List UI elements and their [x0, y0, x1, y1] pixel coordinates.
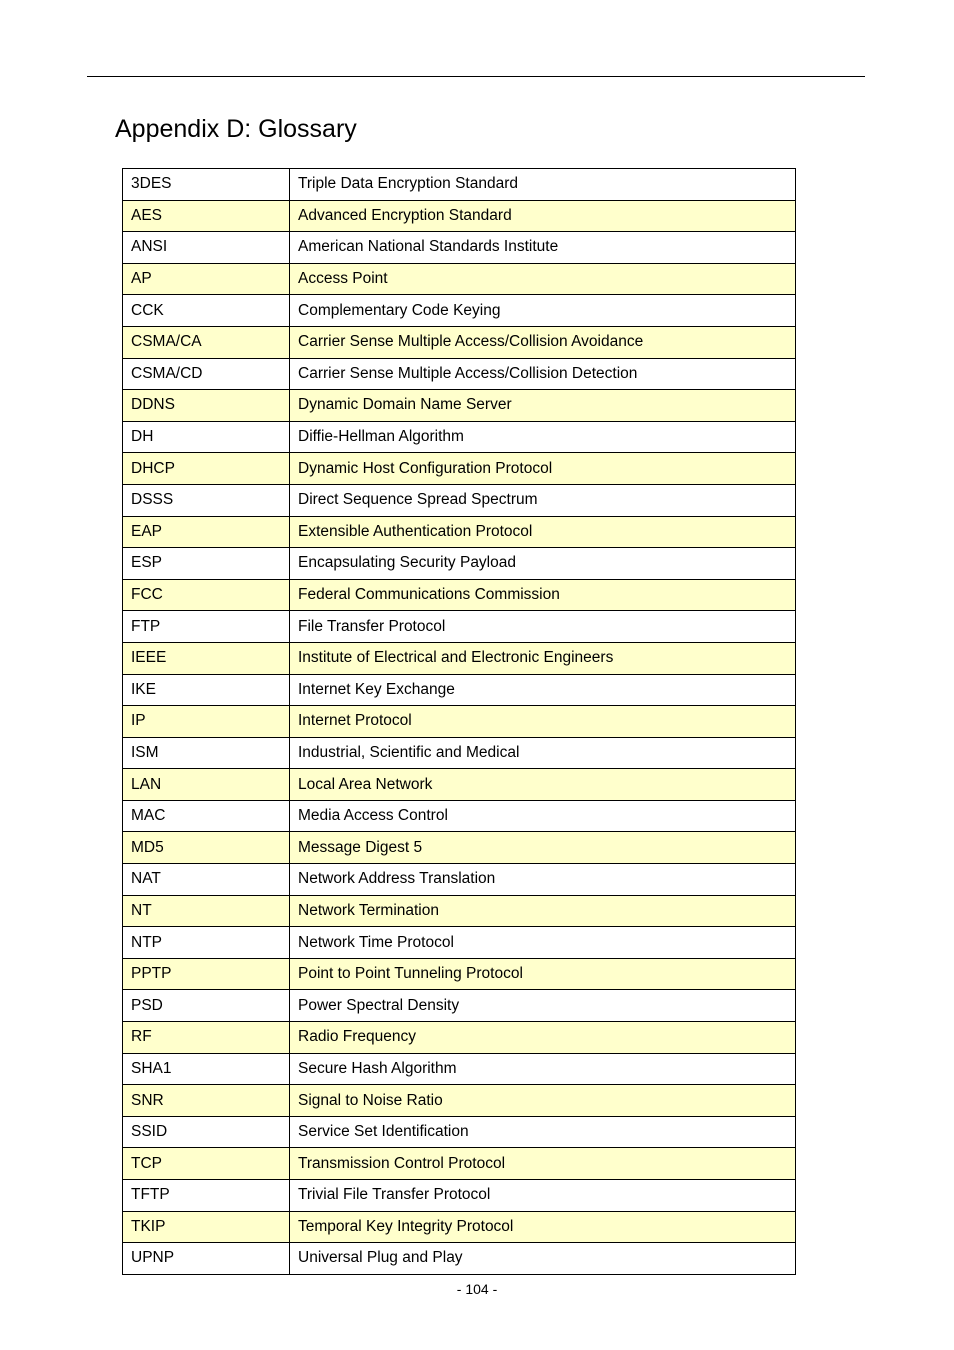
glossary-term: TKIP [122, 1212, 290, 1244]
glossary-row [122, 485, 796, 517]
glossary-definition: Direct Sequence Spread Spectrum [290, 485, 796, 517]
glossary-term: LAN [122, 769, 290, 801]
glossary-definition: American National Standards Institute [290, 232, 796, 264]
glossary-definition: Internet Key Exchange [290, 675, 796, 707]
glossary-row [122, 580, 796, 612]
glossary-row [122, 390, 796, 422]
glossary-definition: Diffie-Hellman Algorithm [290, 422, 796, 454]
glossary-table [122, 168, 796, 1275]
glossary-definition: Dynamic Host Configuration Protocol [290, 453, 796, 485]
glossary-row [122, 738, 796, 770]
glossary-definition: Service Set Identification [290, 1117, 796, 1149]
glossary-row [122, 769, 796, 801]
glossary-table-body [122, 168, 796, 1275]
glossary-term: ISM [122, 738, 290, 770]
glossary-definition: Message Digest 5 [290, 832, 796, 864]
glossary-definition: Federal Communications Commission [290, 580, 796, 612]
glossary-definition: Point to Point Tunneling Protocol [290, 959, 796, 991]
glossary-row [122, 864, 796, 896]
glossary-definition: Institute of Electrical and Electronic Engineers [290, 643, 796, 675]
glossary-row [122, 168, 796, 201]
glossary-row [122, 927, 796, 959]
glossary-row [122, 643, 796, 675]
glossary-definition: Extensible Authentication Protocol [290, 517, 796, 549]
glossary-row [122, 359, 796, 391]
glossary-row [122, 675, 796, 707]
glossary-row [122, 232, 796, 264]
glossary-row [122, 517, 796, 549]
glossary-definition: Temporal Key Integrity Protocol [290, 1212, 796, 1244]
glossary-row [122, 1212, 796, 1244]
glossary-definition: Industrial, Scientific and Medical [290, 738, 796, 770]
glossary-row [122, 1243, 796, 1275]
page-number: - 104 - [456, 1281, 498, 1297]
glossary-term: EAP [122, 517, 290, 549]
glossary-term: AES [122, 201, 290, 233]
glossary-term: MD5 [122, 832, 290, 864]
glossary-term: IEEE [122, 643, 290, 675]
glossary-definition: Signal to Noise Ratio [290, 1085, 796, 1117]
page-title: Appendix D: Glossary [115, 115, 357, 143]
glossary-row [122, 295, 796, 327]
glossary-definition: Power Spectral Density [290, 990, 796, 1022]
glossary-row [122, 422, 796, 454]
glossary-term: DDNS [122, 390, 290, 422]
glossary-term: PPTP [122, 959, 290, 991]
glossary-term: IKE [122, 675, 290, 707]
glossary-term: NT [122, 896, 290, 928]
glossary-term: NTP [122, 927, 290, 959]
glossary-term: FCC [122, 580, 290, 612]
glossary-term: TCP [122, 1148, 290, 1180]
glossary-term: SSID [122, 1117, 290, 1149]
glossary-definition: Radio Frequency [290, 1022, 796, 1054]
glossary-definition: File Transfer Protocol [290, 611, 796, 643]
glossary-row [122, 1117, 796, 1149]
glossary-term: SNR [122, 1085, 290, 1117]
glossary-row [122, 959, 796, 991]
glossary-definition: Internet Protocol [290, 706, 796, 738]
glossary-term: DHCP [122, 453, 290, 485]
glossary-definition: Complementary Code Keying [290, 295, 796, 327]
glossary-row [122, 264, 796, 296]
glossary-term: CSMA/CD [122, 359, 290, 391]
glossary-definition: Trivial File Transfer Protocol [290, 1180, 796, 1212]
glossary-definition: Carrier Sense Multiple Access/Collision Detection [290, 359, 796, 391]
glossary-definition: Transmission Control Protocol [290, 1148, 796, 1180]
glossary-term: NAT [122, 864, 290, 896]
glossary-term: UPNP [122, 1243, 290, 1275]
glossary-definition: Universal Plug and Play [290, 1243, 796, 1275]
glossary-term: 3DES [122, 168, 290, 201]
glossary-term: FTP [122, 611, 290, 643]
glossary-term: DSSS [122, 485, 290, 517]
glossary-term: ANSI [122, 232, 290, 264]
glossary-definition: Network Termination [290, 896, 796, 928]
header-rule [87, 76, 865, 77]
glossary-row [122, 201, 796, 233]
glossary-definition: Secure Hash Algorithm [290, 1054, 796, 1086]
glossary-definition: Advanced Encryption Standard [290, 201, 796, 233]
glossary-term: DH [122, 422, 290, 454]
glossary-row [122, 1085, 796, 1117]
glossary-definition: Network Time Protocol [290, 927, 796, 959]
glossary-term: MAC [122, 801, 290, 833]
glossary-definition: Carrier Sense Multiple Access/Collision Avoidance [290, 327, 796, 359]
glossary-row [122, 327, 796, 359]
glossary-definition: Encapsulating Security Payload [290, 548, 796, 580]
glossary-row [122, 1054, 796, 1086]
glossary-row [122, 1180, 796, 1212]
glossary-row [122, 990, 796, 1022]
glossary-definition: Dynamic Domain Name Server [290, 390, 796, 422]
glossary-row [122, 801, 796, 833]
glossary-definition: Network Address Translation [290, 864, 796, 896]
glossary-row [122, 1148, 796, 1180]
glossary-term: CSMA/CA [122, 327, 290, 359]
glossary-term: ESP [122, 548, 290, 580]
glossary-row [122, 611, 796, 643]
glossary-row [122, 896, 796, 928]
glossary-definition: Local Area Network [290, 769, 796, 801]
glossary-term: PSD [122, 990, 290, 1022]
glossary-row [122, 453, 796, 485]
glossary-term: CCK [122, 295, 290, 327]
glossary-row [122, 548, 796, 580]
glossary-row [122, 706, 796, 738]
glossary-term: RF [122, 1022, 290, 1054]
glossary-term: SHA1 [122, 1054, 290, 1086]
glossary-row [122, 1022, 796, 1054]
glossary-definition: Triple Data Encryption Standard [290, 168, 796, 201]
glossary-row [122, 832, 796, 864]
glossary-term: AP [122, 264, 290, 296]
glossary-definition: Access Point [290, 264, 796, 296]
glossary-definition: Media Access Control [290, 801, 796, 833]
glossary-term: TFTP [122, 1180, 290, 1212]
glossary-term: IP [122, 706, 290, 738]
